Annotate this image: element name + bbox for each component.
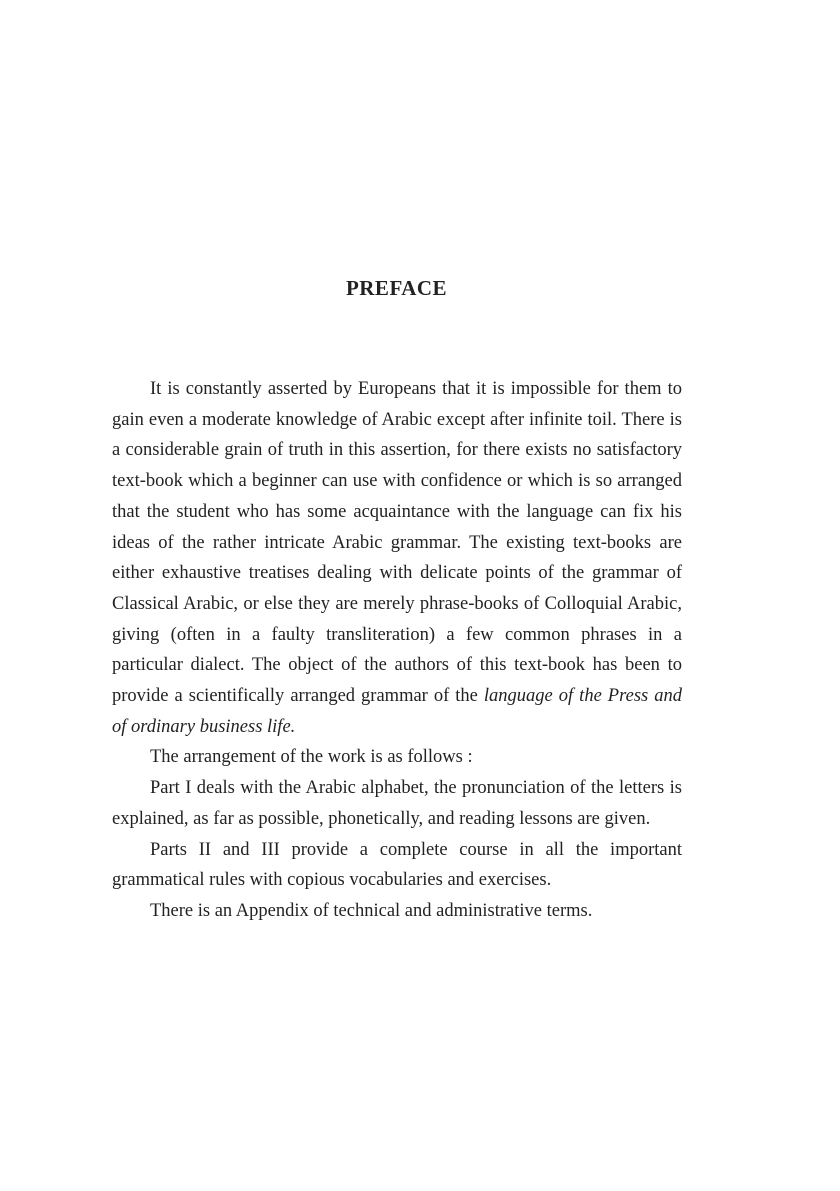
paragraph-intro-italic: language of the Press and of ordinary business life. [112,686,683,737]
preface-body [112,374,682,927]
paragraph-appendix: There is an Appendix of technical and administrative terms. [150,900,593,921]
paragraph-arrangement: The arrangement of the work is as follows : [150,747,473,768]
paragraph-parts-two-three: Parts II and III provide a complete course in all the important grammatical rules with copious vocabularies and exercises. [112,839,682,891]
page-title: PREFACE [345,276,448,300]
paragraph-intro-text: It is constantly asserted by Europeans that it is impossible for them to gain even a moderate knowledge of Arabic except after infinite toil. There is a considerable grain of truth in this assertion, for there exists no satisfactory text-book which a beginner can use with confidence or which is so arranged that the student who has some acquaintance with the language can fix his ideas of the rather intricate Arabic grammar. The existing text-books are either exhaustive treatises dealing with delicate points of the grammar of Classical Arabic, or else they are merely phrase-books of Colloquial Arabic, giving (often in a faulty transliteration) a few common phrases in a particular dialect. The object of the authors of this text-book has been to provide a scientifically arranged grammar of the [112,379,682,707]
paragraph-intro [112,374,682,742]
paragraph-part-one: Part I deals with the Arabic alphabet, the pronunciation of the letters is explained, as far as possible, phonetically, and reading lessons are given. [112,778,682,829]
